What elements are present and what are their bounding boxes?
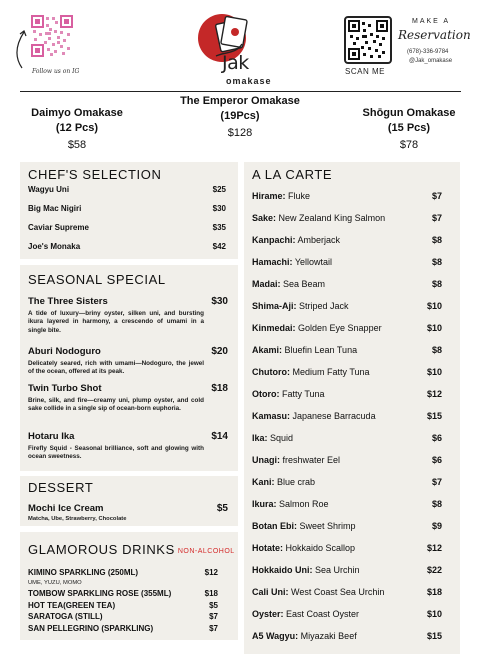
item-description: Fatty Tuna bbox=[279, 389, 325, 399]
item-name: Hamachi: bbox=[252, 257, 293, 267]
item-price: $30 bbox=[212, 204, 226, 213]
item-name: Cali Uni: bbox=[252, 587, 289, 597]
menu-item bbox=[252, 213, 452, 223]
item-price: $7 bbox=[209, 612, 218, 621]
item-description: Firefly Squid - Seasonal brilliance, soft and glowing with ocean sweetness. bbox=[28, 445, 204, 461]
item-name: Chutoro: bbox=[252, 367, 290, 377]
item-description: Sea Urchin bbox=[312, 565, 360, 575]
section-title: SEASONAL SPECIAL bbox=[28, 272, 166, 287]
item-price: $14 bbox=[211, 431, 228, 442]
item-description: Miyazaki Beef bbox=[298, 631, 357, 641]
item-name: SARATOGA (STILL) bbox=[28, 612, 103, 621]
item-price: $22 bbox=[426, 565, 442, 575]
item-description: East Coast Oyster bbox=[283, 609, 360, 619]
menu-item bbox=[28, 431, 230, 462]
item-name: Wagyu Uni bbox=[28, 185, 70, 194]
section-title: A LA CARTE bbox=[252, 167, 333, 182]
menu-item bbox=[28, 242, 230, 251]
dessert-panel bbox=[20, 476, 238, 526]
item-name: TOMBOW SPARKLING ROSE (355ML) bbox=[28, 589, 172, 598]
menu-item bbox=[28, 223, 230, 232]
menu-item bbox=[252, 191, 452, 201]
menu-item bbox=[252, 345, 452, 355]
item-name: Hokkaido Uni: bbox=[252, 565, 313, 575]
item-price: $12 bbox=[426, 543, 442, 553]
tier-price: $58 bbox=[67, 139, 87, 151]
item-name: Ikura: bbox=[252, 499, 277, 509]
tier-shogun bbox=[350, 106, 468, 151]
menu-item bbox=[252, 301, 452, 311]
header-divider bbox=[20, 91, 461, 92]
menu-header bbox=[0, 0, 480, 92]
item-description: Striped Jack bbox=[296, 301, 349, 311]
item-price: $20 bbox=[211, 346, 228, 357]
item-name: Shima-Aji: bbox=[252, 301, 297, 311]
item-price: $9 bbox=[431, 521, 442, 531]
item-name: SAN PELLEGRINO (SPARKLING) bbox=[28, 624, 154, 633]
item-description: Hokkaido Scallop bbox=[283, 543, 356, 553]
section-title: CHEF'S SELECTION bbox=[28, 167, 162, 182]
menu-item bbox=[252, 323, 452, 333]
tier-name: Shōgun Omakase bbox=[362, 107, 456, 119]
item-description: Sea Beam bbox=[280, 279, 326, 289]
menu-item bbox=[252, 235, 452, 245]
menu-item bbox=[252, 609, 452, 619]
item-name: Twin Turbo Shot bbox=[28, 383, 102, 394]
menu-item bbox=[252, 411, 452, 421]
item-description: Yellowtail bbox=[292, 257, 333, 267]
item-name: Mochi Ice Cream bbox=[28, 503, 104, 514]
item-price: $8 bbox=[431, 499, 442, 509]
tier-count: (12 Pcs) bbox=[55, 122, 99, 134]
section-title-text: GLAMOROUS DRINKS bbox=[28, 542, 175, 557]
item-description: A tide of luxury—briny oyster, silken uni, and bursting ikura layered in harmony, a crescendo of umami in a single bite. bbox=[28, 310, 204, 334]
item-description: Amberjack bbox=[295, 235, 341, 245]
menu-item bbox=[28, 296, 230, 335]
reservation-qr-code[interactable] bbox=[344, 16, 392, 64]
item-description: Japanese Barracuda bbox=[290, 411, 376, 421]
item-name: Kinmedai: bbox=[252, 323, 296, 333]
item-name: Ika: bbox=[252, 433, 268, 443]
tier-count: (15 Pcs) bbox=[387, 122, 431, 134]
menu-item bbox=[28, 185, 230, 194]
item-price: $8 bbox=[431, 257, 442, 267]
item-name: Botan Ebi: bbox=[252, 521, 297, 531]
item-name: Madai: bbox=[252, 279, 281, 289]
item-description: Golden Eye Snapper bbox=[295, 323, 382, 333]
item-price: $18 bbox=[426, 587, 442, 597]
logo-wordmark: Jak bbox=[222, 52, 249, 74]
item-price: $12 bbox=[204, 568, 218, 577]
item-name: Caviar Supreme bbox=[28, 223, 89, 232]
instagram-qr-code[interactable] bbox=[30, 14, 74, 58]
item-description: Sweet Shrimp bbox=[297, 521, 356, 531]
item-name: Aburi Nodoguro bbox=[28, 346, 101, 357]
menu-item bbox=[252, 587, 452, 597]
item-name: Kamasu: bbox=[252, 411, 291, 421]
drinks-panel bbox=[20, 532, 238, 640]
item-description: Squid bbox=[267, 433, 294, 443]
menu-item bbox=[252, 565, 452, 575]
menu-item bbox=[252, 279, 452, 289]
drink-item bbox=[28, 612, 230, 621]
item-name: The Three Sisters bbox=[28, 296, 108, 307]
item-price: $42 bbox=[212, 242, 226, 251]
item-name: Hotate: bbox=[252, 543, 283, 553]
item-price: $18 bbox=[204, 589, 218, 598]
item-description: New Zealand King Salmon bbox=[276, 213, 386, 223]
item-name: Akami: bbox=[252, 345, 283, 355]
make-a-label: MAKE A bbox=[412, 18, 451, 25]
item-price: $25 bbox=[212, 185, 226, 194]
item-description: Delicately seared, rich with umami—Nodoguro, the jewel of the ocean, offered at its peak. bbox=[28, 360, 204, 376]
item-description: Fluke bbox=[285, 191, 311, 201]
tier-count: (19Pcs) bbox=[220, 110, 260, 122]
menu-item bbox=[252, 499, 452, 509]
item-description: freshwater Eel bbox=[280, 455, 341, 465]
tier-name: Daimyo Omakase bbox=[31, 107, 123, 119]
tier-price: $128 bbox=[227, 127, 253, 139]
tier-emperor bbox=[166, 94, 314, 139]
section-title: DESSERT bbox=[28, 480, 94, 495]
scan-me-label: SCAN ME bbox=[345, 67, 385, 76]
tier-name: The Emperor Omakase bbox=[180, 95, 300, 107]
item-name: Otoro: bbox=[252, 389, 280, 399]
item-price: $8 bbox=[431, 345, 442, 355]
item-price: $7 bbox=[431, 477, 442, 487]
menu-item bbox=[252, 631, 452, 641]
item-name: Hotaru Ika bbox=[28, 431, 75, 442]
item-price: $10 bbox=[426, 323, 442, 333]
seasonal-special-panel bbox=[20, 265, 238, 471]
item-name: Joe's Monaka bbox=[28, 242, 81, 251]
item-description: West Coast Sea Urchin bbox=[288, 587, 385, 597]
follow-us-caption: Follow us on IG bbox=[32, 68, 80, 75]
drink-item bbox=[28, 568, 230, 577]
menu-item bbox=[28, 383, 230, 414]
item-description: Medium Fatty Tuna bbox=[290, 367, 370, 377]
item-flavors: UME, YUZU, MOMO bbox=[28, 580, 82, 586]
item-price: $6 bbox=[431, 455, 442, 465]
item-name: Sake: bbox=[252, 213, 277, 223]
drink-item bbox=[28, 624, 230, 633]
item-description: Blue crab bbox=[274, 477, 316, 487]
item-price: $7 bbox=[431, 213, 442, 223]
item-name: Hirame: bbox=[252, 191, 286, 201]
item-price: $7 bbox=[209, 624, 218, 633]
item-price: $5 bbox=[216, 503, 228, 514]
item-name: KIMINO SPARKLING (250ML) bbox=[28, 568, 139, 577]
chefs-selection-panel bbox=[20, 162, 238, 259]
instagram-handle[interactable]: @Jak_omakase bbox=[409, 58, 453, 64]
menu-item bbox=[28, 346, 230, 377]
item-description: Bluefin Lean Tuna bbox=[282, 345, 358, 355]
tier-daimyo bbox=[16, 106, 138, 151]
item-name: HOT TEA(GREEN TEA) bbox=[28, 601, 116, 610]
menu-item bbox=[252, 389, 452, 399]
menu-item bbox=[252, 543, 452, 553]
item-price: $30 bbox=[211, 296, 228, 307]
phone-number[interactable]: (678)-336-9784 bbox=[407, 49, 449, 55]
item-name: Big Mac Nigiri bbox=[28, 204, 82, 213]
menu-item bbox=[252, 433, 452, 443]
item-name: Oyster: bbox=[252, 609, 284, 619]
item-price: $18 bbox=[211, 383, 228, 394]
curved-arrow-icon bbox=[12, 28, 32, 70]
drink-item bbox=[28, 589, 230, 598]
item-price: $5 bbox=[209, 601, 218, 610]
item-price: $10 bbox=[426, 301, 442, 311]
non-alcohol-tag: NON-ALCOHOL bbox=[177, 548, 235, 555]
item-name: Kani: bbox=[252, 477, 275, 487]
reservation-label: Reservation bbox=[398, 28, 471, 42]
item-name: A5 Wagyu: bbox=[252, 631, 299, 641]
item-price: $10 bbox=[426, 367, 442, 377]
item-price: $8 bbox=[431, 279, 442, 289]
item-flavors: Matcha, Ube, Strawberry, Chocolate bbox=[28, 516, 127, 522]
item-name: Kanpachi: bbox=[252, 235, 296, 245]
menu-item bbox=[252, 257, 452, 267]
logo-subtitle: omakase bbox=[226, 76, 272, 86]
item-price: $10 bbox=[426, 609, 442, 619]
item-description: Salmon Roe bbox=[276, 499, 329, 509]
a-la-carte-panel bbox=[244, 162, 460, 654]
item-price: $15 bbox=[426, 411, 442, 421]
item-price: $35 bbox=[212, 223, 226, 232]
section-title bbox=[28, 542, 235, 557]
item-price: $6 bbox=[431, 433, 442, 443]
drink-item bbox=[28, 601, 230, 610]
menu-item bbox=[252, 367, 452, 377]
item-name: Unagi: bbox=[252, 455, 280, 465]
menu-item bbox=[252, 455, 452, 465]
item-price: $7 bbox=[431, 191, 442, 201]
item-price: $8 bbox=[431, 235, 442, 245]
item-description: Brine, silk, and fire—creamy uni, plump oyster, and cold sake collide in a single sip of ocean-born euphoria. bbox=[28, 397, 204, 413]
item-price: $15 bbox=[426, 631, 442, 641]
menu-item bbox=[28, 204, 230, 213]
tier-price: $78 bbox=[399, 139, 419, 151]
menu-item bbox=[252, 521, 452, 531]
item-price: $12 bbox=[426, 389, 442, 399]
menu-item bbox=[252, 477, 452, 487]
